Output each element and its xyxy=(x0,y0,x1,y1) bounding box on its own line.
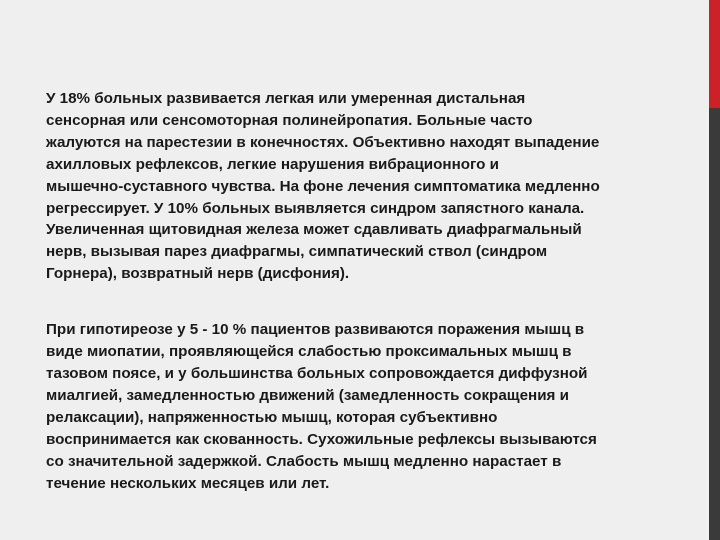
slide-body xyxy=(46,88,686,494)
paragraph-myopathy: При гипотиреозе у 5 - 10 % пациентов развиваются поражения мышц в виде миопатии, проявляющейся слабостью проксимальных мышц в тазовом поясе, и у большинства больных сопровождается диффузной миалгией, замедленностью движений (замедленность сокращения и релаксации), напряженностью мышц, которая субъективно воспринимается как скованность. Сухожильные рефлексы вызываются со значительной задержкой. Слабость мышц медленно нарастает в течение нескольких месяцев или лет. xyxy=(46,321,597,492)
accent-bar-red-segment xyxy=(709,0,720,108)
paragraph-neuropathy: У 18% больных развивается легкая или умеренная дистальная сенсорная или сенсомоторная полинейропатия. Больные часто жалуются на парестезии в конечностях. Объективно находят выпадение ахилловых рефлексов, легкие нарушения вибрационного и мышечно-суставного чувства. На фоне лечения симптоматика медленно регрессирует. У 10% больных выявляется синдром запястного канала. Увеличенная щитовидная железа может сдавливать диафрагмальный нерв, вызывая парез диафрагмы, симпатический ствол (синдром Горнера), возвратный нерв (дисфония). xyxy=(46,90,600,283)
accent-bar-dark-segment xyxy=(709,108,720,540)
